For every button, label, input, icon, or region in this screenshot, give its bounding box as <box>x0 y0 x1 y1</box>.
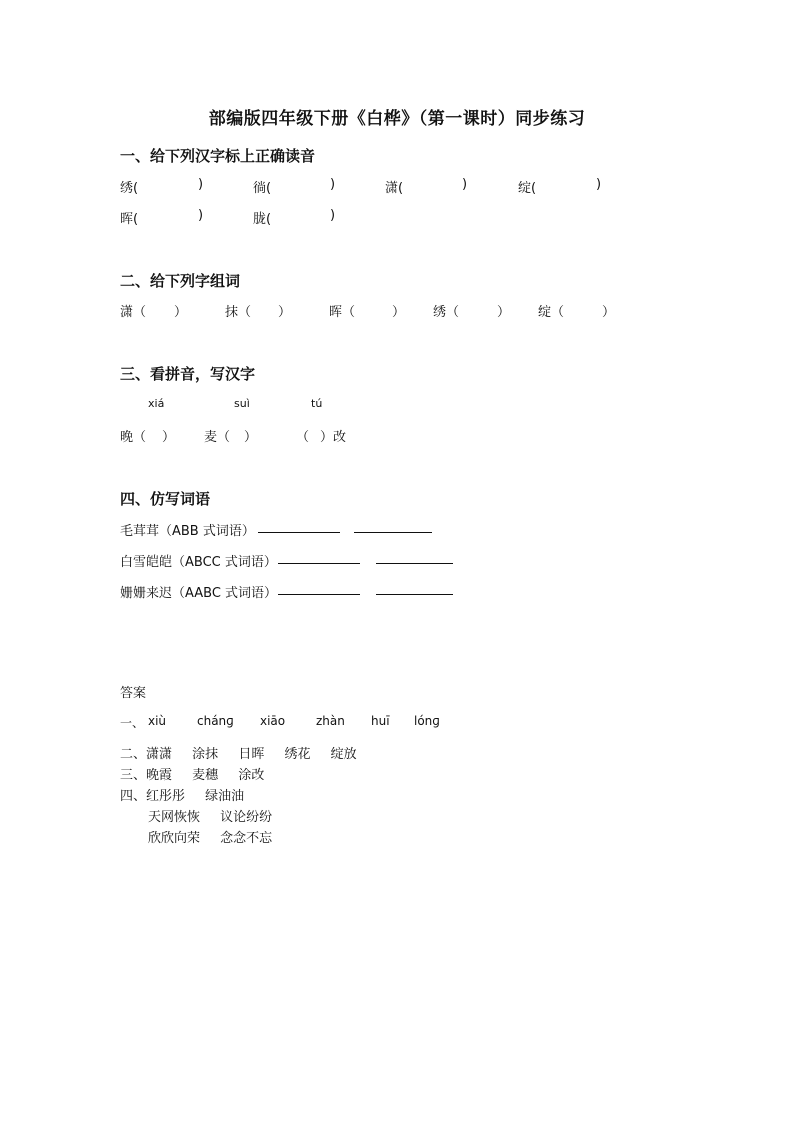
imitation-line <box>120 520 255 539</box>
char-item: 徜( <box>253 181 272 196</box>
answer-word: 绿油油 <box>205 789 245 804</box>
answer-word: 绣花 <box>284 747 311 762</box>
answer-pinyin: xiāo <box>260 714 286 728</box>
answer-pinyin: chánɡ <box>197 714 234 728</box>
char-item: 绽（ <box>538 305 565 320</box>
answer-word: 麦穗 <box>192 768 219 783</box>
paren-close: ) <box>330 177 336 192</box>
char-item: 绣( <box>120 181 139 196</box>
answer-blank-line[interactable] <box>376 582 453 595</box>
pinyin-label: xiá <box>148 397 165 410</box>
char-item: 潇（ <box>120 305 147 320</box>
answer-pinyin: lónɡ <box>414 714 440 728</box>
paren-close: ) <box>198 177 204 192</box>
char-item: 绽( <box>518 181 537 196</box>
char-item: 抹（ <box>225 305 252 320</box>
imitation-example: 毛茸茸（ABB 式词语） <box>120 524 255 539</box>
answers-line2 <box>120 743 357 762</box>
answer-pinyin: zhàn <box>316 714 345 728</box>
paren-close: ） <box>497 305 511 320</box>
section4-heading: 四、仿写词语 <box>120 490 211 508</box>
paren-open: （ <box>296 430 310 445</box>
answer-prefix: 一、 <box>120 716 145 730</box>
answer-word: 天网恢恢 <box>148 810 201 825</box>
char-item: 晖（ <box>329 305 356 320</box>
answer-blank <box>376 551 453 568</box>
imitation-line <box>120 551 277 570</box>
paren-close: ) <box>198 208 204 223</box>
char-item: 绣（ <box>433 305 460 320</box>
answer-blank-line[interactable] <box>376 551 453 564</box>
paren-close: ） <box>174 305 188 320</box>
answers-line3 <box>120 764 264 783</box>
answer-blank <box>278 551 360 568</box>
answer-word: 念念不忘 <box>220 831 273 846</box>
answer-blank <box>376 582 453 599</box>
answer-word: 三、晚霞 <box>120 768 173 783</box>
paren-close: ) <box>596 177 602 192</box>
answer-word: 日晖 <box>238 747 265 762</box>
answers-line5 <box>148 806 272 825</box>
answer-word: 二、潇潇 <box>120 747 173 762</box>
answer-word: 涂改 <box>238 768 265 783</box>
imitation-line <box>120 582 277 601</box>
answer-blank <box>354 520 432 537</box>
answer-blank <box>258 520 340 537</box>
imitation-example: 姗姗来迟（AABC 式词语） <box>120 586 278 601</box>
answer-blank-line[interactable] <box>354 520 432 533</box>
section1-heading: 一、给下列汉字标上正确读音 <box>120 147 316 165</box>
paren-close: ） <box>278 305 292 320</box>
char-item: 麦（ <box>204 430 231 445</box>
section2-heading: 二、给下列字组词 <box>120 272 241 290</box>
paren-close: ） <box>162 430 176 445</box>
paren-close: ） <box>392 305 406 320</box>
paren-close: ） <box>244 430 258 445</box>
paren-close: ） <box>602 305 616 320</box>
char-item: 晖( <box>120 212 139 227</box>
char-item: 晚（ <box>120 430 147 445</box>
answers-heading: 答案 <box>120 686 147 701</box>
char-item: 胧( <box>253 212 272 227</box>
page-title: 部编版四年级下册《白桦》（第一课时）同步练习 <box>208 109 586 129</box>
pinyin-label: tú <box>311 397 323 410</box>
char-item: 潇( <box>385 181 404 196</box>
answers-line4 <box>120 785 244 804</box>
answers-line6 <box>148 827 272 846</box>
section3-heading: 三、看拼音，写汉字 <box>120 365 256 383</box>
answer-blank-line[interactable] <box>278 582 360 595</box>
paren-close: ) <box>330 208 336 223</box>
answer-word: 绽放 <box>330 747 357 762</box>
answer-pinyin: xiù <box>148 714 167 728</box>
answer-blank-line[interactable] <box>278 551 360 564</box>
answer-blank-line[interactable] <box>258 520 340 533</box>
imitation-example: 白雪皑皑（ABCC 式词语） <box>120 555 277 570</box>
answer-blank <box>278 582 360 599</box>
answer-word: 欣欣向荣 <box>148 831 201 846</box>
char-item: ）改 <box>320 430 347 445</box>
answer-word: 四、红彤彤 <box>120 789 186 804</box>
answer-word: 涂抹 <box>192 747 219 762</box>
paren-close: ) <box>462 177 468 192</box>
answer-pinyin: huī <box>371 714 390 728</box>
answer-word: 议论纷纷 <box>220 810 273 825</box>
pinyin-label: suì <box>234 397 250 410</box>
answers-line1 <box>120 714 440 731</box>
